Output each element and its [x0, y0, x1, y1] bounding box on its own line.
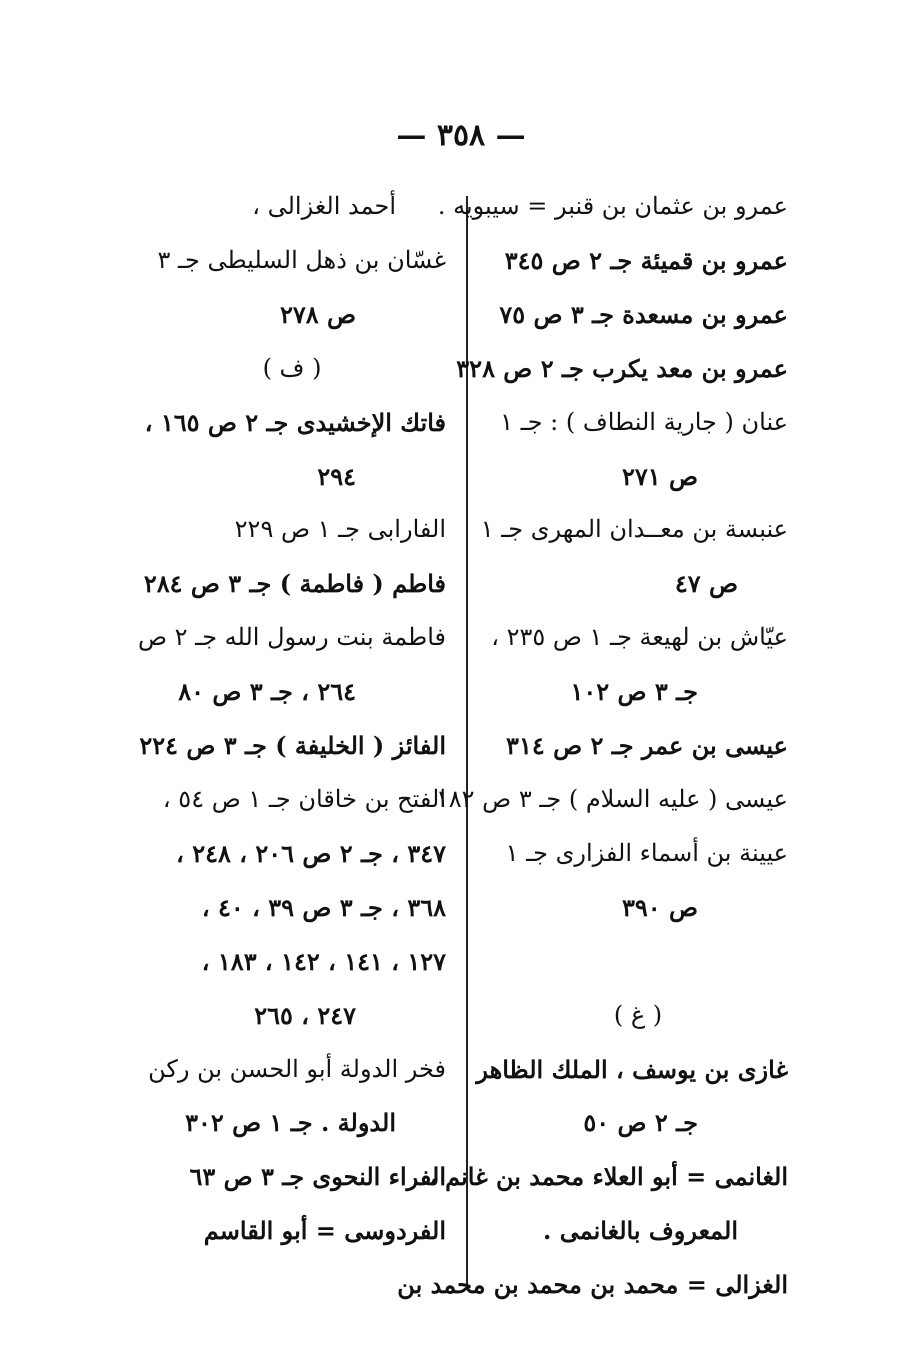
index-entry: عمرو بن معد يكرب جـ ٢ ص ٣٢٨ — [456, 353, 788, 383]
index-entry: الفائز ( الخليفة ) جـ ٣ ص ٢٢٤ — [139, 731, 446, 761]
right-column — [397, 180, 788, 1312]
index-entry-continuation: ص ٤٧ — [674, 569, 738, 599]
index-entry: عيّاش بن لهيعة جـ ١ ص ٢٣٥ ، — [491, 623, 788, 652]
index-entry: عنبسة بن معــدان المهرى جـ ١ — [480, 515, 788, 544]
index-entry-continuation: جـ ٢ ص ٥٠ — [583, 1108, 698, 1138]
index-entry: عمرو بن مسعدة جـ ٣ ص ٧٥ — [499, 299, 788, 329]
index-entry-continuation: ٣٤٧ ، جـ ٢ ص ٢٠٦ ، ٢٤٨ ، — [176, 838, 446, 868]
index-entry: عيسى بن عمر جـ ٢ ص ٣١٤ — [506, 731, 788, 761]
section-letter-fa: ( ف ) — [262, 353, 322, 382]
section-letter-ghain: ( غ ) — [613, 1000, 663, 1029]
index-entry-continuation: ٣٦٨ ، جـ ٣ ص ٣٩ ، ٤٠ ، — [201, 892, 446, 922]
index-entry-continuation: ١٢٧ ، ١٤١ ، ١٤٢ ، ١٨٣ ، — [201, 946, 446, 976]
index-entry: الغانمى = أبو العلاء محمد بن غانم ، — [429, 1162, 788, 1192]
index-entry-continuation: الدولة . جـ ١ ص ٣٠٢ — [185, 1108, 396, 1138]
index-entry: غسّان بن ذهل السليطى جـ ٣ — [157, 245, 446, 274]
index-entry: فاطم ( فاطمة ) جـ ٣ ص ٢٨٤ — [143, 569, 446, 599]
index-entry: عمرو بن عثمان بن قنبر = سيبويه . — [437, 192, 788, 220]
index-entry: فاتك الإخشيدى جـ ٢ ص ١٦٥ ، — [144, 407, 446, 437]
index-entry: الفردوسى = أبو القاسم — [203, 1216, 446, 1246]
index-entry-continuation: ٢٩٤ — [317, 461, 356, 491]
index-entry-continuation: ص ٣٩٠ — [621, 892, 698, 922]
index-entry: الغزالى = محمد بن محمد بن محمد بن — [397, 1270, 788, 1300]
index-entry: عيسى ( عليه السلام ) جـ ٣ ص ١٨٢ — [435, 784, 788, 813]
left-column — [138, 180, 446, 1258]
index-entry-blank — [488, 935, 788, 989]
index-entry: الفارابى جـ ١ ص ٢٢٩ — [234, 515, 446, 544]
index-entry-continuation: جـ ٣ ص ١٠٢ — [570, 677, 698, 707]
index-entry-continuation: ٢٤٧ ، ٢٦٥ — [254, 1000, 356, 1030]
index-entry: عيينة بن أسماء الفزارى جـ ١ — [505, 838, 788, 867]
index-entry-continuation: أحمد الغزالى ، — [252, 192, 396, 220]
index-entry: فخر الدولة أبو الحسن بن ركن — [148, 1054, 446, 1083]
index-entry: الفتح بن خاقان جـ ١ ص ٥٤ ، — [162, 784, 446, 813]
index-entry-continuation: ٢٦٤ ، جـ ٣ ص ٨٠ — [178, 677, 356, 707]
index-entry: عمرو بن قميئة جـ ٢ ص ٣٤٥ — [504, 245, 788, 275]
index-entry-continuation: ص ٢٧٨ — [279, 299, 356, 329]
index-entry: فاطمة بنت رسول الله جـ ٢ ص — [137, 623, 446, 652]
index-entry-continuation: المعروف بالغانمى . — [543, 1216, 738, 1246]
index-entry: غازى بن يوسف ، الملك الظاهر — [476, 1054, 788, 1084]
index-entry: عنان ( جارية النطاف ) : جـ ١ — [500, 407, 788, 436]
index-entry: الفراء النحوى جـ ٣ ص ٦٣ — [189, 1162, 446, 1192]
page-number: — ٣٥٨ — — [396, 118, 526, 153]
index-entry-continuation: ص ٢٧١ — [621, 461, 698, 491]
